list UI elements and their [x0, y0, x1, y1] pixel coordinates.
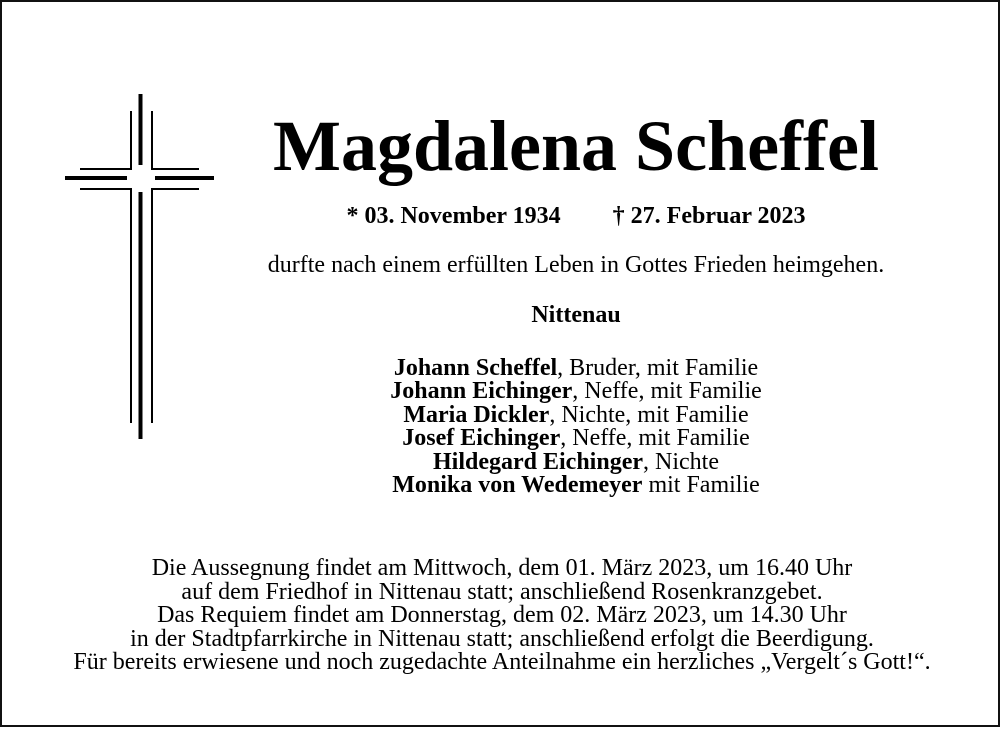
mourner-name: Maria Dickler [403, 401, 550, 428]
passing-statement: durfte nach einem erfüllten Leben in Gottes Frieden heimgehen. [267, 252, 885, 278]
mourner-row [276, 401, 876, 428]
mourner-name: Monika von Wedemeyer [392, 472, 643, 499]
life-dates [276, 204, 876, 228]
death-date: † 27. Februar 2023 [612, 203, 806, 229]
service-line: auf dem Friedhof in Nittenau statt; anschließend Rosenkranzgebet. [181, 578, 823, 605]
mourner-name: Johann Scheffel [393, 355, 558, 381]
mourner-name: Josef Eichinger [402, 425, 561, 452]
birth-date: * 03. November 1934 [346, 203, 561, 229]
mourner-row [276, 474, 876, 497]
mourner-row [276, 357, 876, 380]
mourner-relation: , Bruder, mit Familie [557, 355, 759, 381]
thanks-line: Für bereits erwiesene und noch zugedachte Anteilnahme ein herzliches „Vergelt´s Gott!“. [73, 649, 931, 675]
service-line: Die Aussegnung findet am Mittwoch, dem 01. März 2023, um 16.40 Uhr [151, 555, 853, 581]
service-line: in der Stadtpfarrkirche in Nittenau statt; anschließend erfolgt die Beerdigung. [130, 625, 874, 652]
mourner-row [276, 448, 876, 475]
mourner-relation: , Neffe, mit Familie [560, 425, 750, 452]
service-line: Das Requiem findet am Donnerstag, dem 02. März 2023, um 14.30 Uhr [157, 602, 847, 628]
mourner-relation: mit Familie [642, 472, 760, 499]
mourner-name: Hildegard Eichinger [433, 448, 643, 475]
mourner-row [276, 427, 876, 450]
deceased-name: Magdalena Scheffel [273, 106, 879, 186]
mourner-relation: , Neffe, mit Familie [572, 378, 762, 405]
service-details [2, 557, 1000, 675]
mourner-row [276, 380, 876, 403]
mourner-name: Johann Eichinger [390, 378, 573, 405]
place-name: Nittenau [531, 302, 621, 328]
mourner-relation: , Nichte [643, 448, 719, 475]
mourners-list [276, 357, 876, 497]
mourner-relation: , Nichte, mit Familie [549, 401, 749, 428]
